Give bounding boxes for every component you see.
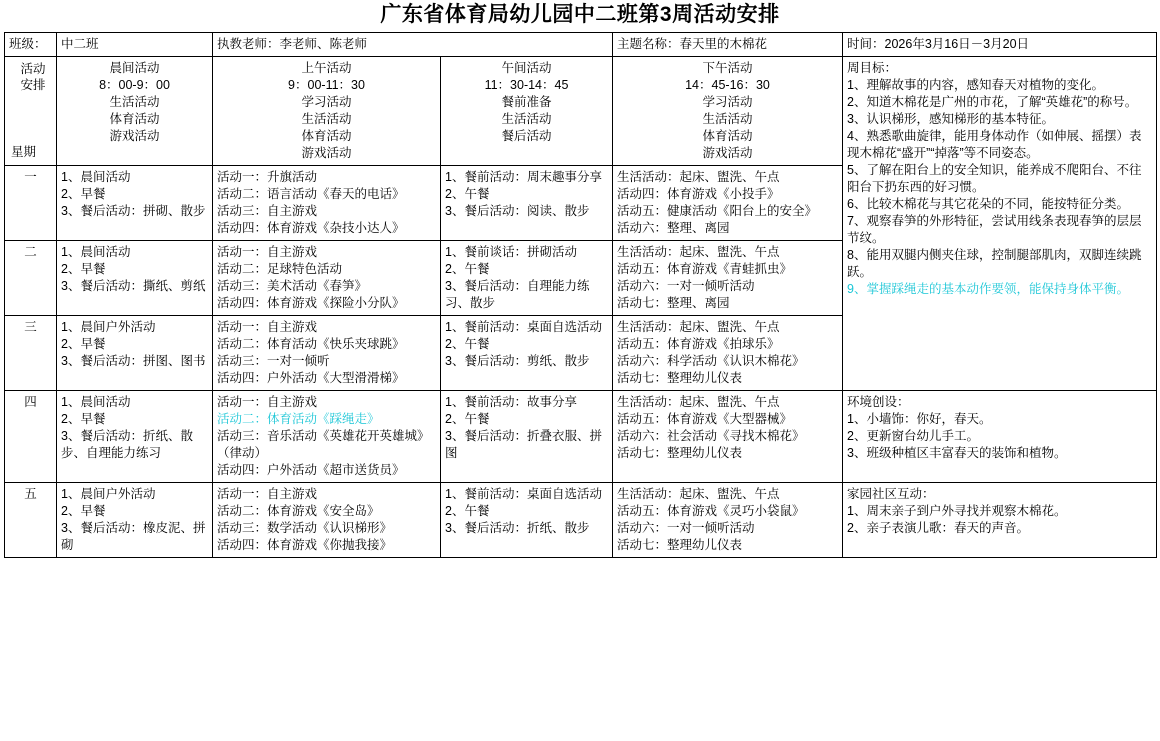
period-item: 生活活动	[301, 112, 352, 126]
activity-line: 2、午餐	[445, 187, 490, 201]
morning-activities	[57, 316, 213, 391]
activity-line: 活动六：社会活动《寻找木棉花》	[617, 429, 805, 443]
morning-activities	[57, 391, 213, 483]
activity-line: 活动五：体育游戏《灵巧小袋鼠》	[617, 504, 805, 518]
activity-line-highlighted: 活动二：体育活动《踩绳走》	[217, 412, 380, 426]
am-activities	[213, 316, 441, 391]
activity-line: 1、晨间户外活动	[61, 487, 156, 501]
activity-line: 3、餐后活动：橡皮泥、拼砌	[61, 521, 206, 552]
activity-line: 3、餐后活动：拼砌、散步	[61, 204, 206, 218]
activity-line: 活动五：体育游戏《大型器械》	[617, 412, 793, 426]
pm-activities	[613, 166, 843, 241]
morning-activities	[57, 166, 213, 241]
activity-line: 活动五：体育游戏《拍球乐》	[617, 337, 780, 351]
activity-line: 活动五：体育游戏《青蛙抓虫》	[617, 262, 793, 276]
community-item: 2、亲子表演儿歌：春天的声音。	[847, 521, 1029, 535]
period-item: 学习活动	[702, 95, 753, 109]
activity-line: 1、餐前谈话：拼砌活动	[445, 245, 577, 259]
corner-top-label: 活动 安排	[20, 62, 46, 92]
morning-activities	[57, 483, 213, 558]
period-item: 生活活动	[109, 95, 160, 109]
periods-row	[5, 57, 1157, 166]
am-activities	[213, 166, 441, 241]
period-item: 游戏活动	[109, 129, 160, 143]
day-label: 三	[5, 316, 57, 391]
activity-line: 活动四：体育游戏《小投手》	[617, 187, 780, 201]
activity-line: 活动三：自主游戏	[217, 204, 318, 218]
period-item: 餐前准备	[501, 95, 552, 109]
day-label: 二	[5, 241, 57, 316]
day-label: 五	[5, 483, 57, 558]
activity-line: 3、餐后活动：阅读、散步	[445, 204, 590, 218]
activity-line: 活动三：音乐活动《英雄花开英雄城》（律动）	[217, 429, 430, 460]
activity-line: 生活活动：起床、盥洗、午点	[617, 170, 780, 184]
goal-item: 7、观察春笋的外形特征，尝试用线条表现春笋的层层节纹。	[847, 214, 1142, 245]
activity-line: 2、早餐	[61, 412, 106, 426]
period-item: 体育活动	[702, 129, 753, 143]
table-row	[5, 391, 1157, 483]
activity-line: 1、晨间活动	[61, 245, 131, 259]
activity-line: 3、餐后活动：撕纸、剪纸	[61, 279, 206, 293]
period-header-noon	[441, 57, 613, 166]
activity-line: 生活活动：起床、盥洗、午点	[617, 320, 780, 334]
activity-line: 活动七：整理幼儿仪表	[617, 371, 743, 385]
goal-item: 3、认识梯形，感知梯形的基本特征。	[847, 112, 1054, 126]
activity-line: 1、晨间户外活动	[61, 320, 156, 334]
period-time: 14：45-16：30	[685, 78, 770, 92]
day-label: 一	[5, 166, 57, 241]
period-name: 晨间活动	[109, 61, 160, 75]
theme-value: 春天里的木棉花	[679, 37, 768, 51]
community-heading: 家园社区互动：	[847, 487, 935, 501]
period-item: 体育活动	[109, 112, 160, 126]
goal-item: 1、理解故事的内容，感知春天对植物的变化。	[847, 78, 1104, 92]
activity-line: 2、午餐	[445, 337, 490, 351]
period-item: 生活活动	[501, 112, 552, 126]
activity-line: 活动七：整理幼儿仪表	[617, 538, 743, 552]
corner-bottom-label: 星期	[11, 145, 37, 159]
time-cell	[843, 33, 1157, 57]
activity-line: 活动四：户外活动《超市送货员》	[217, 463, 405, 477]
activity-line: 活动三：一对一倾听	[217, 354, 330, 368]
goal-item-highlighted: 9、掌握踩绳走的基本动作要领，能保持身体平衡。	[847, 282, 1129, 296]
activity-line: 2、早餐	[61, 262, 106, 276]
am-activities	[213, 483, 441, 558]
table-row	[5, 483, 1157, 558]
activity-line: 1、餐前活动：桌面自选活动	[445, 487, 602, 501]
noon-activities	[441, 391, 613, 483]
period-item: 生活活动	[702, 112, 753, 126]
pm-activities	[613, 316, 843, 391]
am-activities	[213, 241, 441, 316]
am-activities	[213, 391, 441, 483]
activity-line: 活动七：整理幼儿仪表	[617, 446, 743, 460]
activity-line: 1、餐前活动：故事分享	[445, 395, 577, 409]
schedule-table	[4, 32, 1157, 558]
time-label: 时间：	[847, 37, 885, 51]
activity-line: 2、午餐	[445, 262, 490, 276]
activity-line: 3、餐后活动：折纸、散步、自理能力练习	[61, 429, 193, 460]
period-time: 9：00-11：30	[288, 78, 365, 92]
theme-cell	[613, 33, 843, 57]
activity-line: 活动四：体育游戏《探险小分队》	[217, 296, 405, 310]
activity-line: 活动二：语言活动《春天的电话》	[217, 187, 405, 201]
environment-cell	[843, 391, 1157, 483]
activity-line: 1、晨间活动	[61, 395, 131, 409]
activity-line: 3、餐后活动：剪纸、散步	[445, 354, 590, 368]
goal-item: 5、了解在阳台上的安全知识，能养成不爬阳台、不往阳台下扔东西的好习惯。	[847, 163, 1142, 194]
period-name: 上午活动	[301, 61, 352, 75]
activity-line: 活动四：户外活动《大型滑滑梯》	[217, 371, 405, 385]
pm-activities	[613, 391, 843, 483]
day-label: 四	[5, 391, 57, 483]
class-value-cell: 中二班	[57, 33, 213, 57]
environment-item: 1、小墙饰：你好，春天。	[847, 412, 992, 426]
activity-line: 1、餐前活动：周末趣事分享	[445, 170, 602, 184]
activity-line: 活动二：体育活动《快乐夹球跳》	[217, 337, 405, 351]
page-title: 广东省体育局幼儿园中二班第3周活动安排	[380, 3, 780, 26]
activity-line: 生活活动：起床、盥洗、午点	[617, 245, 780, 259]
activity-line: 活动一：升旗活动	[217, 170, 318, 184]
pm-activities	[613, 241, 843, 316]
pm-activities	[613, 483, 843, 558]
activity-line: 生活活动：起床、盥洗、午点	[617, 395, 780, 409]
activity-line: 生活活动：起床、盥洗、午点	[617, 487, 780, 501]
activity-line: 活动二：体育游戏《安全岛》	[217, 504, 380, 518]
teacher-label: 执教老师：	[217, 37, 280, 51]
corner-cell	[5, 57, 57, 166]
activity-line: 活动三：美术活动《春笋》	[217, 279, 368, 293]
activity-line: 2、午餐	[445, 412, 490, 426]
noon-activities	[441, 483, 613, 558]
goals-heading: 周目标：	[847, 61, 898, 75]
activity-line: 1、晨间活动	[61, 170, 131, 184]
morning-activities	[57, 241, 213, 316]
goal-item: 4、熟悉歌曲旋律，能用身体动作（如伸展、摇摆）表现木棉花“盛开”“掉落”等不同姿态。	[847, 129, 1142, 160]
activity-line: 3、餐后活动：折叠衣服、拼图	[445, 429, 602, 460]
environment-heading: 环境创设：	[847, 395, 910, 409]
activity-line: 活动七：整理、离园	[617, 296, 730, 310]
class-label-cell: 班级：	[5, 33, 57, 57]
activity-line: 活动五：健康活动《阳台上的安全》	[617, 204, 818, 218]
teacher-cell	[213, 33, 613, 57]
period-name: 午间活动	[501, 61, 552, 75]
teacher-value: 李老师、陈老师	[279, 37, 368, 51]
noon-activities	[441, 241, 613, 316]
activity-line: 活动一：自主游戏	[217, 320, 318, 334]
period-header-pm	[613, 57, 843, 166]
activity-line: 活动四：体育游戏《你抛我接》	[217, 538, 393, 552]
environment-item: 3、班级种植区丰富春天的装饰和植物。	[847, 446, 1067, 460]
community-cell	[843, 483, 1157, 558]
period-item: 餐后活动	[501, 129, 552, 143]
goal-item: 8、能用双腿内侧夹住球，控制腿部肌肉，双脚连续跳跃。	[847, 248, 1142, 279]
activity-line: 活动六：整理、离园	[617, 221, 730, 235]
noon-activities	[441, 316, 613, 391]
activity-line: 活动一：自主游戏	[217, 487, 318, 501]
period-item: 体育活动	[301, 129, 352, 143]
period-item: 学习活动	[301, 95, 352, 109]
activity-line: 2、午餐	[445, 504, 490, 518]
activity-line: 活动三：数学活动《认识梯形》	[217, 521, 393, 535]
theme-label: 主题名称：	[617, 37, 680, 51]
period-header-am	[213, 57, 441, 166]
activity-line: 活动六：科学活动《认识木棉花》	[617, 354, 805, 368]
period-name: 下午活动	[702, 61, 753, 75]
weekly-goals-cell	[843, 57, 1157, 391]
period-item: 游戏活动	[702, 146, 753, 160]
activity-line: 活动一：自主游戏	[217, 245, 318, 259]
period-time: 8：00-9：00	[99, 78, 170, 92]
activity-line: 活动六：一对一倾听活动	[617, 279, 755, 293]
activity-line: 活动四：体育游戏《杂技小达人》	[217, 221, 405, 235]
period-time: 11：30-14：45	[484, 78, 569, 92]
activity-line: 1、餐前活动：桌面自选活动	[445, 320, 602, 334]
community-item: 1、周末亲子到户外寻找并观察木棉花。	[847, 504, 1067, 518]
activity-line: 2、早餐	[61, 504, 106, 518]
activity-line: 活动六：一对一倾听活动	[617, 521, 755, 535]
noon-activities	[441, 166, 613, 241]
period-item: 游戏活动	[301, 146, 352, 160]
period-header-morning	[57, 57, 213, 166]
time-value: 2026年3月16日－3月20日	[884, 37, 1030, 51]
activity-line: 3、餐后活动：拼图、图书	[61, 354, 206, 368]
activity-line: 3、餐后活动：自理能力练习、散步	[445, 279, 590, 310]
goal-item: 2、知道木棉花是广州的市花，了解“英雄花”的称号。	[847, 95, 1138, 109]
activity-line: 活动二：足球特色活动	[217, 262, 343, 276]
activity-line: 活动一：自主游戏	[217, 395, 318, 409]
environment-item: 2、更新窗台幼儿手工。	[847, 429, 979, 443]
table-header-row	[5, 33, 1157, 57]
activity-line: 2、早餐	[61, 187, 106, 201]
activity-line: 3、餐后活动：折纸、散步	[445, 521, 590, 535]
activity-line: 2、早餐	[61, 337, 106, 351]
goal-item: 6、比较木棉花与其它花朵的不同，能按特征分类。	[847, 197, 1129, 211]
